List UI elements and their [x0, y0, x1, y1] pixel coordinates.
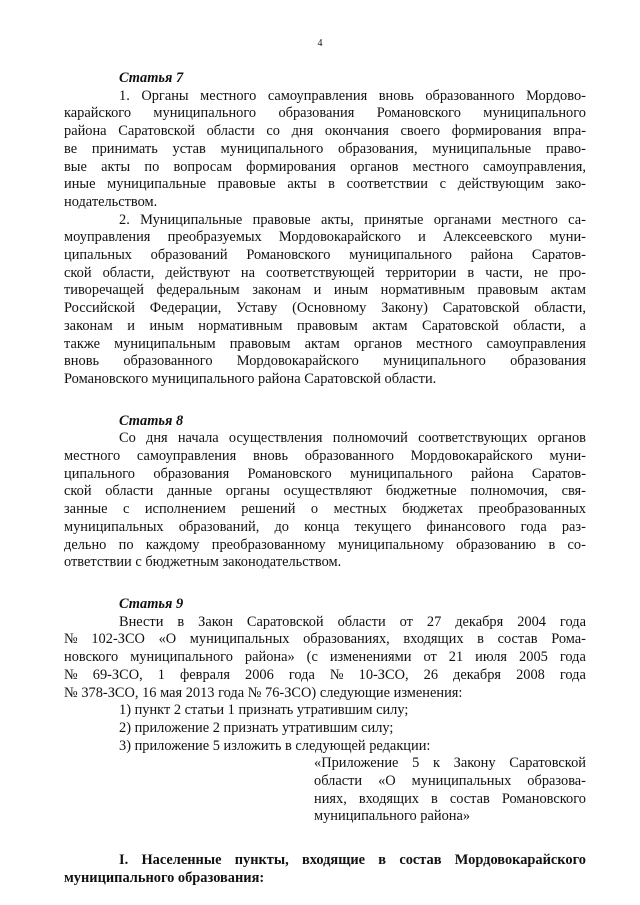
paragraph-line: вновь образованного Мордовокарайского муниципального образования [64, 353, 586, 370]
paragraph-line: Со дня начала осуществления полномочий соответствующих органов [119, 430, 586, 447]
list-item: 3) приложение 5 изложить в следующей редакции: [119, 737, 431, 754]
paragraph-line: тиворечащей федеральным законам и иным нормативным правовым актам [64, 282, 586, 299]
paragraph-line: вые акты по вопросам формирования органов местного самоуправления, [64, 158, 586, 175]
paragraph-line: ской области данные органы осуществляют бюджетные полномочия, свя- [64, 483, 586, 500]
appendix-quote [314, 755, 586, 826]
article-8 [64, 413, 586, 572]
paragraph-line: ципальных образований Романовского муниципального района Саратов- [64, 247, 586, 264]
paragraph-line: занные с исполнением решений о местных бюджетах преобразованных [64, 501, 586, 518]
list-item: 2) приложение 2 признать утратившим силу; [119, 719, 394, 736]
paragraph-line: ципального образования Романовского муниципального района Саратов- [64, 465, 586, 482]
paragraph-line: Романовского муниципального района Саратовской области. [64, 370, 437, 387]
paragraph-line: новского муниципального района» (с изменениями от 21 июля 2005 года [64, 649, 586, 666]
paragraph-line: Внести в Закон Саратовской области от 27 декабря 2004 года [119, 613, 586, 630]
paragraph-line: № 69-ЗСО, 1 февраля 2006 года № 10-ЗСО, 26 декабря 2008 года [64, 666, 586, 683]
article-7 [64, 70, 586, 389]
section-title-line: I. Населенные пункты, входящие в состав Мордовокарайского [119, 852, 586, 869]
paragraph-line: иные муниципальные правовые акты в соответствии с действующим зако- [64, 176, 586, 193]
paragraph-line: ве принимать устав муниципального образования, муниципальные право- [64, 140, 586, 157]
quote-line: ниях, входящих в состав Романовского [314, 790, 586, 807]
list-item: 1) пункт 2 статьи 1 признать утратившим силу; [119, 702, 409, 719]
paragraph-line: законам и иным нормативным правовым актам Саратовской области, а [64, 317, 586, 334]
article-9 [64, 596, 586, 826]
article-heading: Статья 8 [119, 412, 184, 429]
paragraph-line: 1. Органы местного самоуправления вновь образованного Мордово- [119, 87, 586, 104]
paragraph-line: муниципальных образований, до конца текущего финансового года раз- [64, 518, 586, 535]
paragraph-line: ответствии с бюджетным законодательством. [64, 554, 342, 571]
paragraph-line: также муниципальным правовым актам органов местного самоуправления [64, 335, 586, 352]
paragraph-line: района Саратовской области со дня окончания своего формирования впра- [64, 123, 586, 140]
page-number: 4 [317, 38, 323, 49]
quote-line: «Приложение 5 к Закону Саратовской [314, 755, 586, 772]
paragraph-line: нодательством. [64, 193, 158, 210]
document-body [64, 70, 586, 888]
paragraph-line: моуправления преобразуемых Мордовокарайского и Алексеевского муни- [64, 229, 586, 246]
paragraph-line: дельно по каждому преобразованному муниципальному образованию в со- [64, 536, 586, 553]
paragraph-line: 2. Муниципальные правовые акты, принятые органами местного са- [119, 211, 586, 228]
section-title-line: муниципального образования: [64, 869, 265, 886]
quote-line: области «О муниципальных образова- [314, 773, 586, 790]
section-title [64, 852, 586, 887]
paragraph-line: карайского муниципального образования Романовского муниципального [64, 105, 586, 122]
paragraph-line: ской области, действуют на соответствующей территории в части, не про- [64, 264, 586, 281]
quote-line: муниципального района» [314, 808, 471, 825]
article-heading: Статья 9 [119, 595, 184, 612]
article-heading: Статья 7 [119, 70, 184, 86]
paragraph-line: № 378-ЗСО, 16 мая 2013 года № 76-ЗСО) следующие изменения: [64, 684, 463, 701]
paragraph-line: местного самоуправления вновь образованного Мордовокарайского муни- [64, 448, 586, 465]
paragraph-line: Российской Федерации, Уставу (Основному Закону) Саратовской области, [64, 300, 586, 317]
paragraph-line: № 102-ЗСО «О муниципальных образованиях, входящих в состав Рома- [64, 631, 586, 648]
